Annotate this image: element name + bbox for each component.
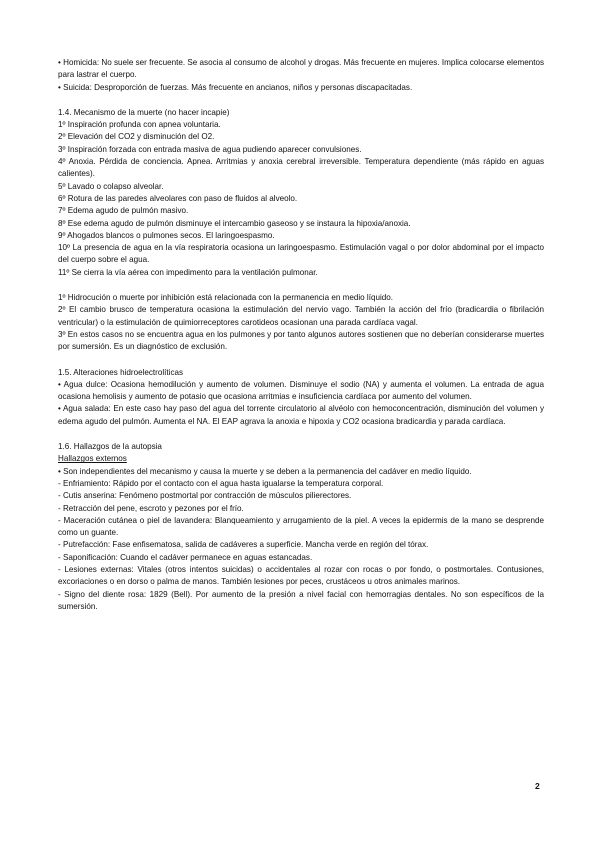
autopsy-item: • Son independientes del mecanismo y causa la muerte y se deben a la permanencia del cadáver en medio líquido. bbox=[58, 466, 472, 476]
mechanism-step: 1º Inspiración profunda con apnea voluntaria. bbox=[58, 120, 221, 130]
autopsy-item: - Cutis anserina: Fenómeno postmortal por contracción de músculos pilierectores. bbox=[58, 491, 352, 501]
autopsy-item: - Maceración cutánea o piel de lavandera: Blanqueamiento y arrugamiento de la piel. A veces la epidermis de la mano se desprende como un guante. bbox=[58, 515, 544, 538]
mechanism-step: 9º Ahogados blancos o pulmones secos. El laringoespasmo. bbox=[58, 230, 275, 240]
mechanism-step: 6º Rotura de las paredes alveolares con paso de fluidos al alveolo. bbox=[58, 193, 298, 203]
intro-homicide: • Homicida: No suele ser frecuente. Se asocia al consumo de alcohol y drogas. Más frecuente en mujeres. Implica colocarse elementos para lastrar el cuerpo. bbox=[58, 58, 544, 80]
electrolyte-item: • Agua dulce: Ocasiona hemodilución y aumento de volumen. Disminuye el sodio (NA) y aumenta el volumen. La entrada de agua ocasiona hemolisis y aumento de potasio que ocasiona arritmias e insuficiencia cardíaca por aumento del volumen. bbox=[58, 379, 544, 402]
mechanism-note: 3º En estos casos no se encuentra agua en los pulmones y por tanto algunos autores sostienen que no deberían considerarse muertes por sumersión. Es un diagnóstico de exclusión. bbox=[58, 329, 544, 352]
autopsy-item: - Lesiones externas: Vitales (otros intentos suicidas) o accidentales al rozar con rocas o por fondo, o postmortales. Contusiones, excoriaciones o en dorso o palma de manos. También lesiones por peces, crustáceos u otros animales marinos. bbox=[58, 564, 544, 587]
page-number: 2 bbox=[535, 781, 540, 791]
section-title-autopsy: 1.6. Hallazgos de la autopsia bbox=[58, 442, 162, 452]
subsection-title-external: Hallazgos externos bbox=[58, 454, 127, 464]
mechanism-step: 5º Lavado o colapso alveolar. bbox=[58, 181, 164, 191]
mechanism-note: 1º Hidrocución o muerte por inhibición está relacionada con la permanencia en medio líquido. bbox=[58, 293, 393, 303]
mechanism-step: 8º Ese edema agudo de pulmón disminuye el intercambio gaseoso y se instaura la hipoxia/anoxia. bbox=[58, 218, 411, 228]
autopsy-item: - Saponificación: Cuando el cadáver permanece en aguas estancadas. bbox=[58, 552, 313, 562]
section-title-electrolytes: 1.5. Alteraciones hidroelectrolíticas bbox=[58, 367, 184, 377]
mechanism-note: 2º El cambio brusco de temperatura ocasiona la estimulación del nervio vago. También la acción del frío (bradicardia o fibrilación ventricular) o la estimulación de quimiorreceptores carotideos ocasionan una parada cardíaca vagal. bbox=[58, 305, 544, 327]
mechanism-step: 7º Edema agudo de pulmón masivo. bbox=[58, 206, 189, 216]
mechanism-step: 2º Elevación del CO2 y disminución del O2. bbox=[58, 132, 215, 142]
mechanism-step: 3º Inspiración forzada con entrada masiva de agua pudiendo aparecer convulsiones. bbox=[58, 144, 362, 154]
autopsy-item: - Putrefacción: Fase enfisematosa, salida de cadáveres a superficie. Mancha verde en región del tórax. bbox=[58, 540, 429, 550]
electrolyte-item: • Agua salada: En este caso hay paso del agua del torrente circulatorio al alvéolo con hemoconcentración, disminución del volumen y edema agudo del pulmón. Aumenta el NA. El EAP agrava la anoxia e hipoxia y CO2 ocasiona bradicardia y parada cardíaca. bbox=[58, 404, 544, 426]
section-title-mechanism: 1.4. Mecanismo de la muerte (no hacer incapie) bbox=[58, 107, 230, 117]
mechanism-step: 10º La presencia de agua en la vía respiratoria ocasiona un laringoespasmo. Estimulación vagal o por dolor abdominal por el impacto del cuerpo sobre el agua. bbox=[58, 243, 544, 265]
autopsy-item: - Signo del diente rosa: 1829 (Bell). Por aumento de la presión a nivel facial con hemorragias dentales. No son específicos de la sumersión. bbox=[58, 589, 544, 611]
intro-suicide: • Suicida: Desproporción de fuerzas. Más frecuente en ancianos, niños y personas discapacitadas. bbox=[58, 82, 413, 92]
mechanism-step: 11º Se cierra la vía aérea con impedimento para la ventilación pulmonar. bbox=[58, 267, 318, 277]
mechanism-step: 4º Anoxia. Pérdida de conciencia. Apnea. Arritmias y anoxia cerebral irreversible. Temperatura dependiente (más rápido en aguas calientes). bbox=[58, 157, 544, 179]
document-page bbox=[58, 57, 544, 613]
autopsy-item: - Enfriamiento: Rápido por el contacto con el agua hasta igualarse la temperatura corporal. bbox=[58, 478, 384, 488]
autopsy-item: - Retracción del pene, escroto y pezones por el frío. bbox=[58, 503, 244, 513]
